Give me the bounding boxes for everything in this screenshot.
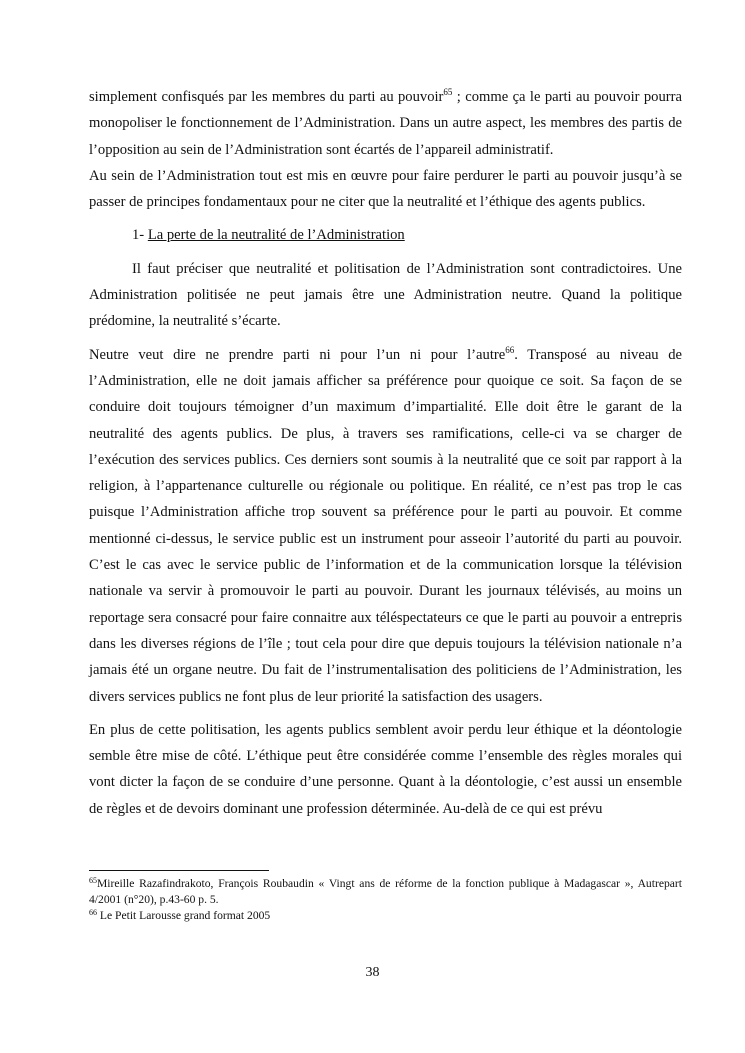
footnote-number: 65 bbox=[89, 876, 97, 885]
footnote-divider bbox=[89, 870, 269, 871]
paragraph-text: Neutre veut dire ne prendre parti ni pour l’un ni pour l’autre bbox=[89, 346, 506, 363]
paragraph bbox=[89, 342, 682, 710]
footnote-66 bbox=[89, 908, 682, 924]
paragraph: En plus de cette politisation, les agents publics semblent avoir perdu leur éthique et la déontologie semble être mise de côté. L’éthique peut être considérée comme l’ensemble des règles morales qui vont dicter la façon de se conduire d’une personne. Quant à la déontologie, c’est aussi un ensemble de règles et de devoirs dominant une profession déterminée. Au-delà de ce qui est prévu bbox=[89, 721, 682, 817]
footnote-ref-66: 66 bbox=[505, 344, 515, 355]
section-heading-title: La perte de la neutralité de l’Administration bbox=[147, 227, 405, 244]
paragraph-text: . Transposé au niveau de l’Administration, elle ne doit jamais afficher sa préférence pour quoique ce soit. Sa façon de se conduire doit toujours témoigner d’un maximum d’impartialité. Elle doit être le garant de la neutralité des agents publics. De plus, à travers ses ramifications, celle-ci va se charger de l’exécution des services publics. Ces derniers sont soumis à la neutralité que ce soit par rapport à la religion, à l’appartenance culturelle ou régionale ou politique. En réalité, ce n’est pas trop le cas puisque l’Administration affiche trop souvent sa préférence pour le parti au pouvoir. Et comme mentionné ci-dessus, le service public est un instrument pour asseoir l’autorité du parti au pouvoir. C’est le cas avec le service public de l’information et de la communication lorsque la télévision nationale va servir à promouvoir le parti au pouvoir. Durant les journaux télévisés, au moins un reportage sera consacré pour faire connaitre aux téléspectateurs ce que le parti au pouvoir a entrepris dans les diverses régions de l’île ; tout cela pour dire que depuis toujours la télévision nationale n’a jamais été un organe neutre. Du fait de l’instrumentalisation des politiciens de l’Administration, les divers services publics ne font plus de leur priorité la satisfaction des usagers. bbox=[89, 346, 682, 705]
footnote-text: Mireille Razafindrakoto, François Roubaudin « Vingt ans de réforme de la fonction publique à Madagascar », Autrepart 4/2001 (n°20), p.43-60 p. 5. bbox=[89, 877, 682, 906]
section-heading-number: 1- bbox=[132, 227, 148, 244]
paragraph: Au sein de l’Administration tout est mis en œuvre pour faire perdurer le parti au pouvoir jusqu’à se passer de principes fondamentaux pour ne citer que la neutralité et l’éthique des agents publics. bbox=[89, 167, 682, 211]
paragraph: Il faut préciser que neutralité et politisation de l’Administration sont contradictoires. Une Administration politisée ne peut jamais être une Administration neutre. Quand la politique prédomine, la neutralité s’écarte. bbox=[89, 260, 682, 330]
footnote-number: 66 bbox=[89, 908, 97, 917]
paragraph-text: ; comme ça le parti au pouvoir pourra monopoliser le fonctionnement de l’Administration. Dans un autre aspect, les membres des partis de l’opposition au sein de l’Administration sont écartés de l’appareil administratif. bbox=[89, 89, 682, 158]
paragraph-text: simplement confisqués par les membres du parti au pouvoir bbox=[89, 89, 444, 105]
body-text bbox=[89, 84, 682, 822]
footnote-text: Le Petit Larousse grand format 2005 bbox=[97, 909, 271, 922]
footnotes bbox=[89, 876, 682, 924]
footnote-65 bbox=[89, 876, 682, 908]
section-heading bbox=[89, 222, 682, 248]
paragraph-continuation bbox=[89, 84, 682, 163]
page-number: 38 bbox=[365, 965, 380, 980]
footnote-ref-65: 65 bbox=[443, 87, 453, 97]
